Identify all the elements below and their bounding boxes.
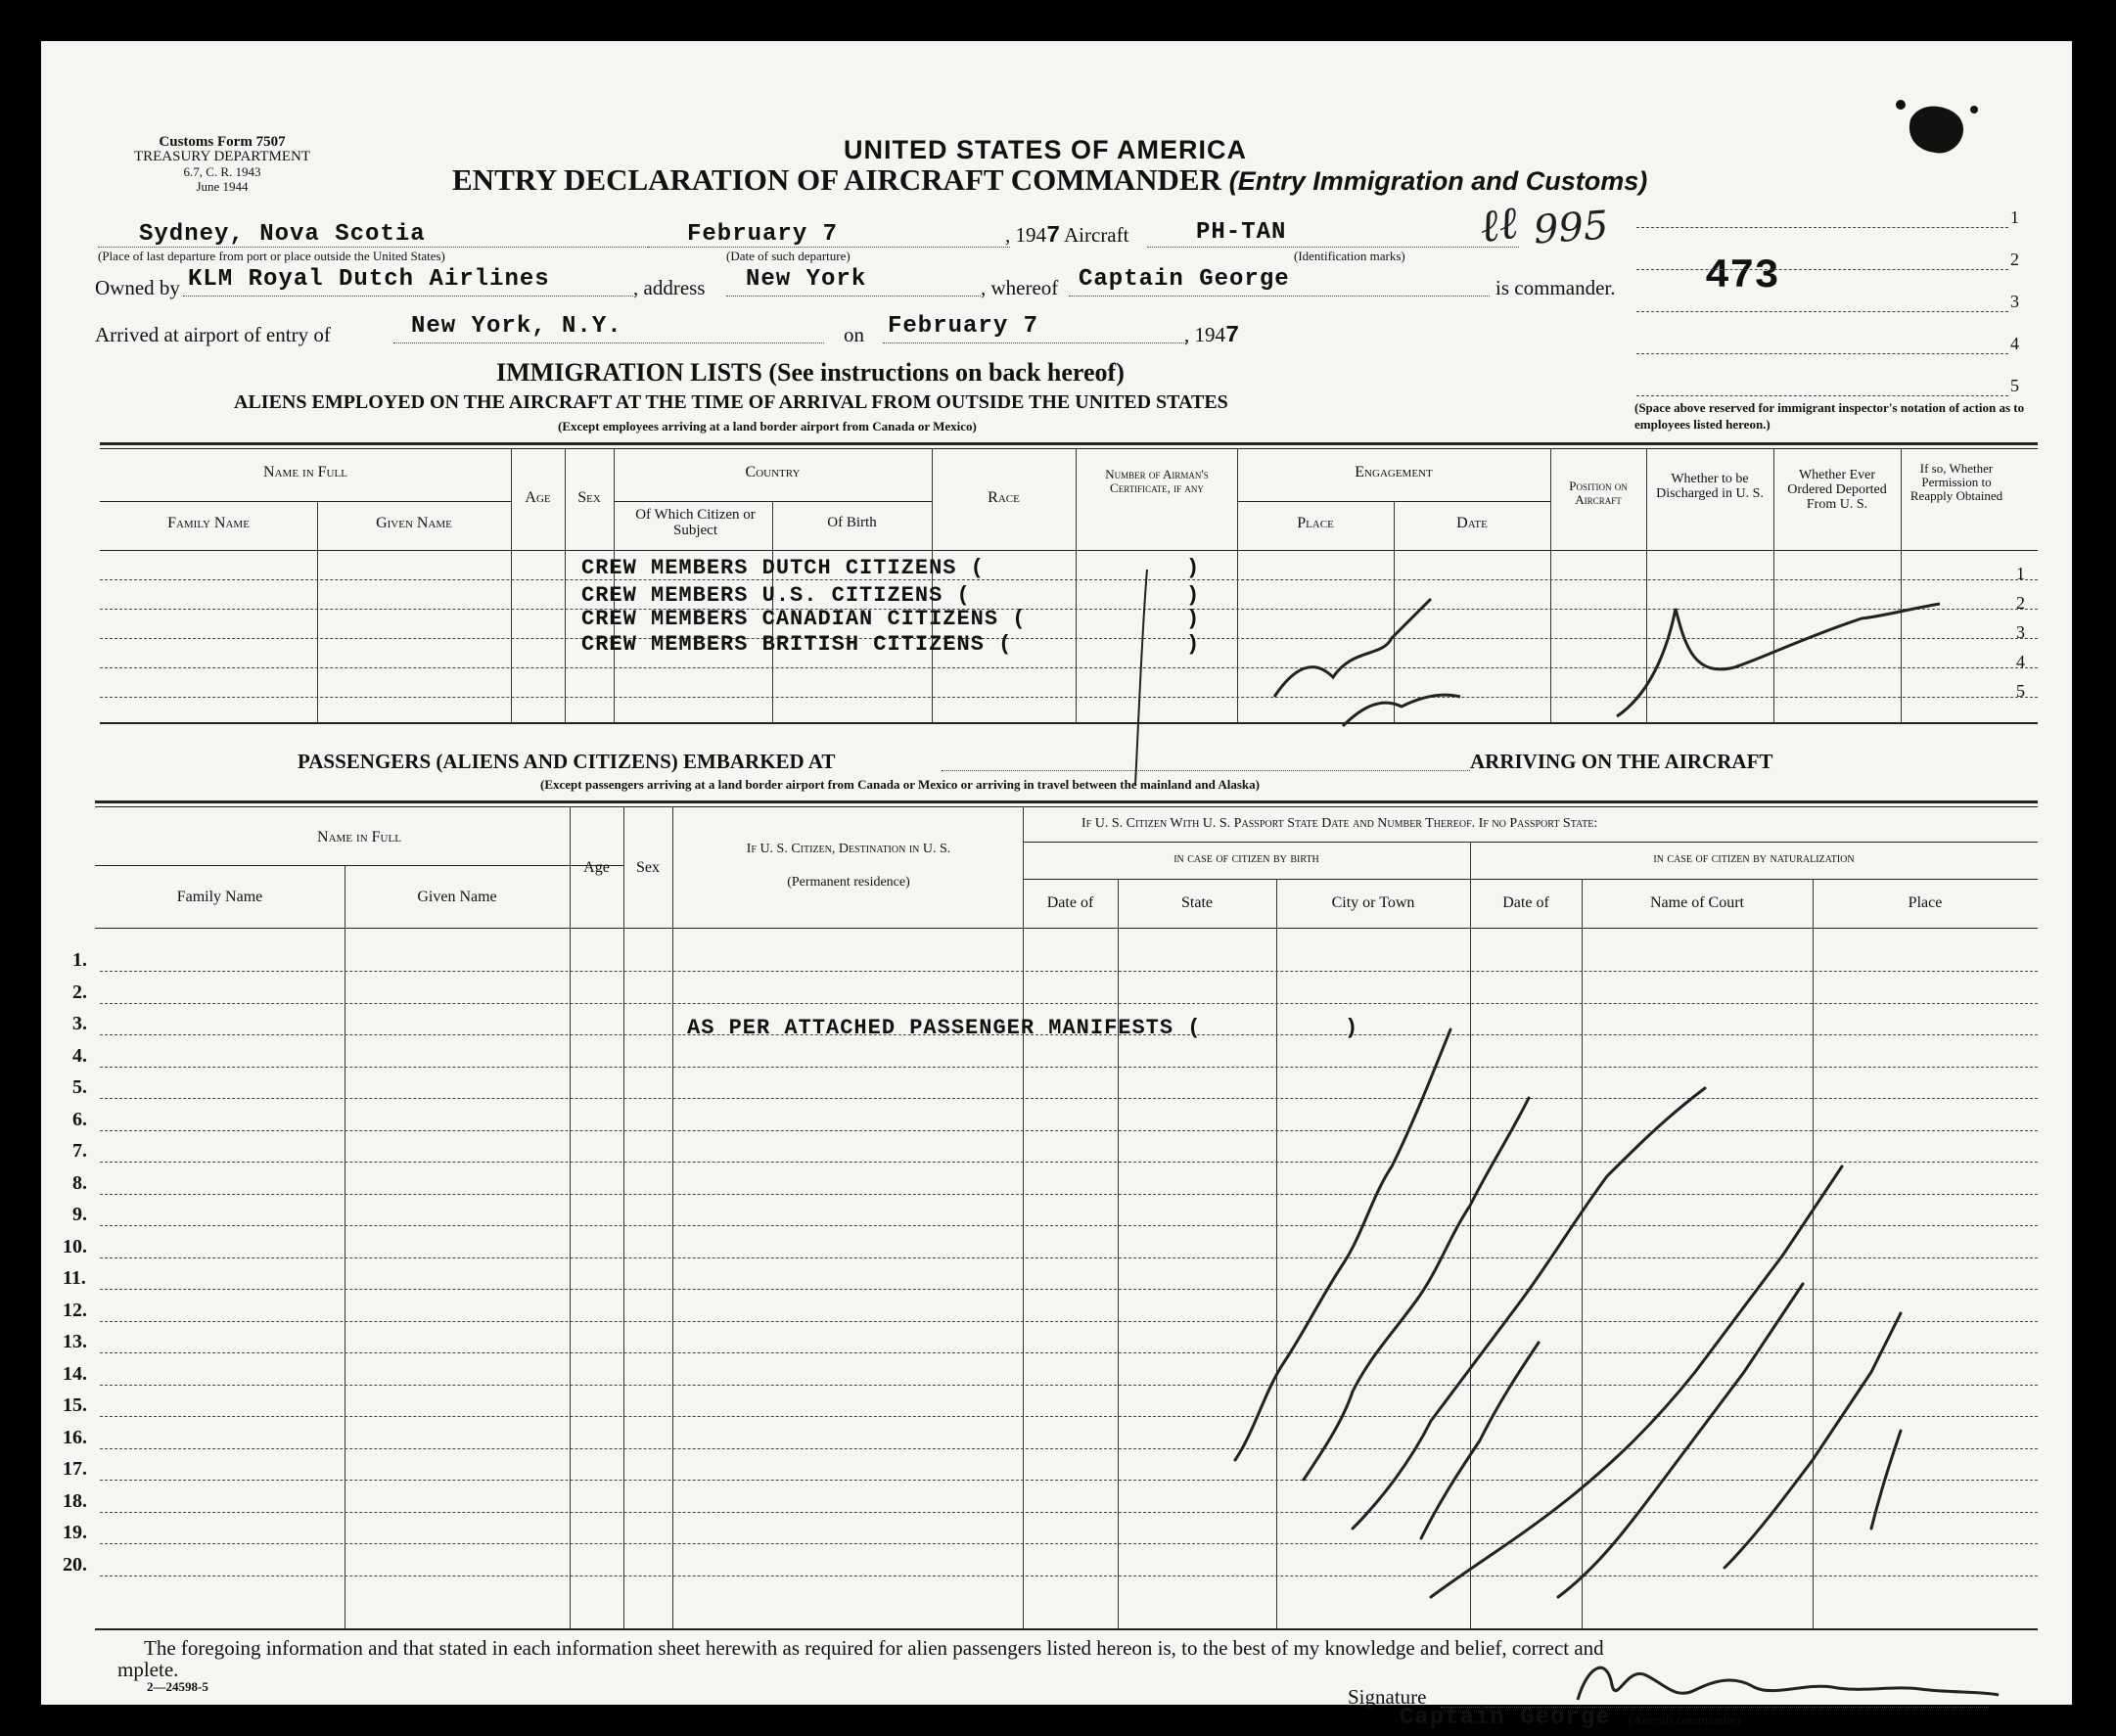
inspector-line-5 bbox=[1636, 395, 2008, 396]
crew-hdr-position: Position on Aircraft bbox=[1569, 479, 1628, 507]
is-commander-label: is commander. bbox=[1495, 276, 1616, 299]
crew-table-top-2 bbox=[100, 448, 2038, 449]
inspector-line-2 bbox=[1636, 269, 2008, 270]
declaration-text: The foregoing information and that stated in each information sheet herewith as required for alien passengers listed hereon is, to the best of my knowledge and belief, correct and bbox=[144, 1636, 1604, 1660]
crew-citizenship-3: CANADIAN CITIZENS ( bbox=[761, 607, 1027, 631]
passenger-row-number: 15. bbox=[63, 1394, 87, 1416]
crew-label-3: CREW MEMBERS bbox=[581, 607, 749, 631]
passenger-row-number: 19. bbox=[63, 1522, 87, 1543]
aircraft-id-caption: (Identification marks) bbox=[1294, 249, 1405, 263]
print-code: 2—24598-5 bbox=[147, 1679, 208, 1694]
passengers-title-left: PASSENGERS (ALIENS AND CITIZENS) EMBARKED AT bbox=[298, 750, 836, 773]
passenger-row-number: 4. bbox=[72, 1044, 87, 1067]
crew-hdr-date: Date bbox=[1456, 515, 1488, 531]
passenger-row-number: 6. bbox=[72, 1108, 87, 1130]
crew-row-num-1: 1 bbox=[2016, 564, 2025, 583]
on-label: on bbox=[844, 323, 864, 346]
address-label: , address bbox=[633, 276, 706, 299]
crew-citizenship-1: DUTCH CITIZENS ( bbox=[761, 556, 985, 580]
pass-col-2 bbox=[570, 806, 571, 1628]
pass-hdr-place: Place bbox=[1908, 894, 1943, 911]
inspector-line-1 bbox=[1636, 227, 2008, 228]
crew-hdr-given: Given Name bbox=[376, 515, 452, 531]
departure-place-line bbox=[98, 247, 666, 248]
passenger-row-number: 10. bbox=[63, 1235, 87, 1257]
immigration-subtitle: ALIENS EMPLOYED ON THE AIRCRAFT AT THE TIME OF ARRIVAL FROM OUTSIDE THE UNITED STATES bbox=[234, 391, 1228, 413]
ink-stain bbox=[1881, 80, 1989, 168]
passenger-row-number: 8. bbox=[72, 1171, 87, 1194]
pass-header-bottom bbox=[95, 928, 2038, 929]
signer-caption: (Aircraft commander) bbox=[1629, 1713, 1741, 1727]
passenger-row-number: 16. bbox=[63, 1426, 87, 1448]
arrival-airport: New York, N.Y. bbox=[411, 313, 622, 340]
departure-place-caption: (Place of last departure from port or place outside the United States) bbox=[98, 249, 445, 263]
passenger-row-number: 1. bbox=[72, 949, 87, 971]
pass-table-top-2 bbox=[95, 806, 2038, 807]
crew-row-num-5: 5 bbox=[2016, 681, 2025, 701]
passenger-row-number: 12. bbox=[63, 1299, 87, 1321]
pass-hdr-passport: If U. S. Citizen With U. S. Passport State Date and Number Thereof. If no Passport State: bbox=[1081, 816, 1598, 831]
inspector-num-2: 2 bbox=[2010, 250, 2019, 269]
commander-name: Captain George bbox=[1079, 266, 1290, 293]
pass-hdr-family: Family Name bbox=[176, 889, 263, 905]
handwritten-notation bbox=[1196, 971, 1979, 1636]
handwritten-code: 995 bbox=[1532, 203, 1610, 253]
pass-hdr-by-naturalization: in case of citizen by naturalization bbox=[1653, 851, 1855, 866]
arrived-label: Arrived at airport of entry of bbox=[95, 323, 331, 346]
crew-label-1: CREW MEMBERS bbox=[581, 556, 749, 580]
crew-row-num-4: 4 bbox=[2016, 652, 2025, 671]
inspector-num-5: 5 bbox=[2010, 376, 2019, 395]
crew-hdr-citizen-of: Of Which Citizen or Subject bbox=[635, 507, 756, 538]
crew-name-divider bbox=[100, 501, 511, 502]
passengers-title-right: ARRIVING ON THE AIRCRAFT bbox=[1470, 750, 1773, 773]
declaration-end: mplete. bbox=[117, 1658, 179, 1681]
crew-hdr-of-birth: Of Birth bbox=[827, 515, 877, 530]
crew-row-num-3: 3 bbox=[2016, 622, 2025, 642]
pass-hdr-by-birth: in case of citizen by birth bbox=[1173, 851, 1319, 866]
commander-signature bbox=[1568, 1646, 2008, 1714]
aircraft-id-line bbox=[1147, 247, 1519, 248]
departure-year-prefix: , 194 bbox=[1005, 223, 1046, 247]
crew-row-3 bbox=[581, 607, 1026, 631]
immigration-note: (Except employees arriving at a land border airport from Canada or Mexico) bbox=[558, 419, 977, 434]
crew-close-4: ) bbox=[1186, 632, 1201, 657]
customs-form-number: Customs Form 7507 bbox=[159, 134, 286, 150]
inspector-num-1: 1 bbox=[2010, 207, 2019, 227]
arrival-year-prefix: , 194 bbox=[1184, 323, 1225, 346]
pass-subhdr-divider bbox=[1023, 879, 2038, 880]
pass-hdr-date-of-2: Date of bbox=[1502, 894, 1549, 911]
crew-hdr-family: Family Name bbox=[167, 515, 250, 531]
crew-hdr-engagement: Engagement bbox=[1355, 464, 1433, 480]
pass-hdr-date-of: Date of bbox=[1046, 894, 1094, 911]
passenger-row-number: 20. bbox=[63, 1553, 87, 1576]
crew-hdr-name: Name in Full bbox=[263, 464, 347, 480]
inspector-num-4: 4 bbox=[2010, 334, 2019, 353]
form-sheet bbox=[41, 41, 2072, 1731]
inspector-line-3 bbox=[1636, 311, 2008, 312]
passenger-row-number: 11. bbox=[63, 1267, 86, 1289]
manifest-close: ) bbox=[1345, 1016, 1359, 1040]
footer-rule bbox=[95, 1628, 2038, 1630]
form-title bbox=[452, 162, 1647, 198]
handwritten-initials: ℓℓ bbox=[1476, 195, 1521, 253]
departure-date-line bbox=[648, 247, 1010, 248]
pass-hdr-given: Given Name bbox=[417, 889, 497, 905]
arrival-date: February 7 bbox=[888, 313, 1039, 340]
pass-hdr-state: State bbox=[1181, 894, 1213, 911]
signature-label: Signature bbox=[1348, 1685, 1427, 1709]
crew-hdr-country: Country bbox=[745, 464, 801, 480]
pass-col-3 bbox=[623, 806, 624, 1628]
manifest-note: AS PER ATTACHED PASSENGER MANIFESTS ( bbox=[687, 1016, 1202, 1040]
crew-close-1: ) bbox=[1186, 556, 1201, 580]
crew-row-4 bbox=[581, 632, 1012, 657]
aircraft-label: Aircraft bbox=[1064, 223, 1129, 247]
arrival-year bbox=[1184, 323, 1240, 349]
inspector-note: (Space above reserved for immigrant inspector's notation of action as to employees listed hereon.) bbox=[1634, 400, 2025, 432]
crew-label-2: CREW MEMBERS bbox=[581, 583, 749, 608]
pass-table-top bbox=[95, 800, 2038, 803]
passenger-row-number: 7. bbox=[72, 1140, 87, 1162]
departure-date-caption: (Date of such departure) bbox=[726, 249, 851, 263]
crew-row-num-2: 2 bbox=[2016, 593, 2025, 613]
crew-hdr-age: Age bbox=[525, 489, 551, 506]
crew-col-7 bbox=[1076, 448, 1077, 722]
crew-col-1 bbox=[317, 501, 318, 722]
departure-place: Sydney, Nova Scotia bbox=[139, 221, 426, 248]
owned-by-label: Owned by bbox=[95, 276, 180, 299]
crew-citizenship-2: U.S. CITIZENS ( bbox=[761, 583, 971, 608]
pass-hdr-city: City or Town bbox=[1331, 894, 1415, 911]
departure-date: February 7 bbox=[687, 221, 839, 248]
passenger-row-number: 17. bbox=[63, 1458, 87, 1480]
passenger-row-number: 18. bbox=[63, 1489, 87, 1512]
passenger-row-number: 3. bbox=[72, 1013, 87, 1034]
pass-hdr-name: Name in Full bbox=[317, 829, 401, 845]
arrival-year-digit: 7 bbox=[1225, 323, 1241, 349]
inspector-num-3: 3 bbox=[2010, 292, 2019, 311]
owner-line bbox=[183, 296, 633, 297]
crew-hdr-certificate: Number of Airman's Certificate, if any bbox=[1105, 467, 1209, 495]
owner-name: KLM Royal Dutch Airlines bbox=[188, 266, 550, 293]
crew-hdr-race: Race bbox=[988, 489, 1020, 506]
passenger-row-number: 14. bbox=[63, 1362, 87, 1385]
passenger-row-number: 13. bbox=[63, 1331, 87, 1352]
passenger-row-number: 9. bbox=[72, 1204, 87, 1225]
crew-hdr-sex: Sex bbox=[577, 489, 601, 506]
department: TREASURY DEPARTMENT bbox=[133, 149, 311, 164]
passengers-note: (Except passengers arriving at a land border airport from Canada or Mexico or arriving in travel between the mainland and Alaska) bbox=[540, 777, 1260, 792]
inspector-line-4 bbox=[1636, 353, 2008, 354]
passenger-row-number: 2. bbox=[72, 981, 87, 1003]
cfr-ref: 6.7, C. R. 1943 bbox=[183, 164, 261, 179]
crew-label-4: CREW MEMBERS bbox=[581, 632, 749, 657]
pass-passport-divider bbox=[1023, 842, 2038, 843]
address-line bbox=[726, 296, 981, 297]
immigration-title: IMMIGRATION LISTS (See instructions on back hereof) bbox=[496, 358, 1125, 387]
pass-hdr-destination-sub: (Permanent residence) bbox=[787, 875, 910, 890]
inspector-number: 473 bbox=[1705, 252, 1779, 299]
form-title-main: ENTRY DECLARATION OF AIRCRAFT COMMANDER bbox=[452, 162, 1221, 197]
pass-name-divider bbox=[95, 865, 623, 866]
country-heading: UNITED STATES OF AMERICA bbox=[844, 135, 1247, 164]
crew-close-3: ) bbox=[1186, 607, 1201, 631]
commander-line bbox=[1069, 296, 1490, 297]
form-id-block bbox=[100, 135, 345, 194]
whereof-label: , whereof bbox=[981, 276, 1059, 299]
pass-col-4 bbox=[672, 806, 673, 1628]
departure-year-digit: 7 bbox=[1046, 223, 1062, 250]
pass-hdr-age: Age bbox=[583, 859, 610, 876]
crew-table-top bbox=[100, 442, 2038, 445]
crew-citizenship-4: BRITISH CITIZENS ( bbox=[761, 632, 1013, 657]
form-title-sub: (Entry Immigration and Customs) bbox=[1228, 166, 1648, 196]
crew-close-2: ) bbox=[1186, 583, 1201, 608]
crew-row-2 bbox=[581, 583, 971, 608]
pass-hdr-court: Name of Court bbox=[1650, 894, 1744, 911]
embarked-at-line bbox=[942, 770, 1470, 771]
crew-hdr-deported: Whether Ever Ordered Deported From U. S. bbox=[1787, 468, 1887, 512]
pass-col-5 bbox=[1023, 806, 1024, 1628]
pass-hdr-destination: If U. S. Citizen, Destination in U. S. bbox=[746, 842, 951, 856]
crew-row-1 bbox=[581, 556, 985, 580]
pass-hdr-sex: Sex bbox=[636, 859, 660, 876]
passenger-row-number: 5. bbox=[72, 1076, 87, 1098]
crew-hdr-place: Place bbox=[1297, 515, 1334, 531]
aircraft-id: PH-TAN bbox=[1196, 219, 1287, 246]
form-date: June 1944 bbox=[196, 179, 249, 194]
signer-name: Captain George bbox=[1400, 1705, 1611, 1731]
owner-address: New York bbox=[746, 266, 867, 293]
crew-hdr-discharged: Whether to be Discharged in U. S. bbox=[1656, 472, 1764, 501]
departure-year bbox=[1005, 223, 1061, 250]
crew-hdr-reapply: If so, Whether Permission to Reapply Obtained bbox=[1909, 461, 2003, 503]
pass-col-6 bbox=[1118, 879, 1119, 1628]
